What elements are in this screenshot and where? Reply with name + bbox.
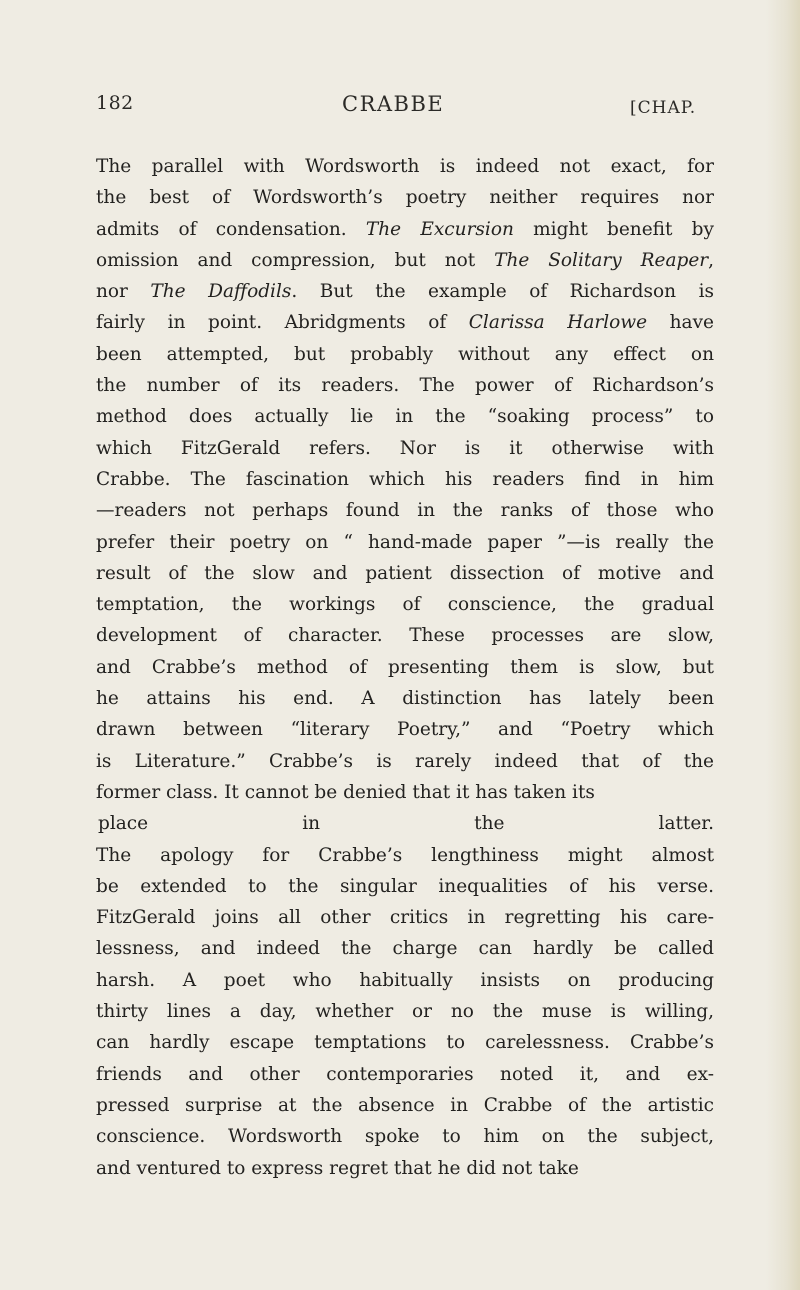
text-segment: former class. It cannot be denied that it has taken its [96, 781, 595, 803]
text-segment: omission and compression, but not [96, 249, 495, 271]
text-line [96, 276, 714, 307]
text-segment: . But the example of Richardson is [291, 281, 714, 303]
text-line [96, 527, 714, 558]
text-segment: result of the slow and patient dissection of motive and [96, 562, 714, 584]
text-line [96, 1027, 714, 1058]
text-segment: lessness, and indeed the charge can hardly be called [96, 938, 714, 960]
text-segment: prefer their poetry on “ hand-made paper ”—is really the [96, 531, 714, 553]
text-line [96, 714, 714, 745]
text-segment: the best of Wordsworth’s poetry neither requires nor [96, 187, 714, 209]
text-line [96, 558, 714, 589]
text-segment: be extended to the singular inequalities of his verse. [96, 875, 714, 897]
text-segment: he attains his end. A distinction has lately been [96, 688, 714, 710]
text-segment: fairly in point. Abridgments of [96, 312, 469, 334]
text-line [96, 214, 714, 245]
text-segment: nor [96, 281, 151, 303]
text-line [96, 808, 714, 839]
italic-title: The Solitary Reaper [494, 249, 709, 271]
text-line [96, 589, 714, 620]
text-line [96, 902, 714, 933]
text-line [96, 495, 714, 526]
text-segment: method does actually lie in the “soaking process” to [96, 406, 714, 428]
text-segment: pressed surprise at the absence in Crabbe of the artistic [96, 1094, 714, 1116]
text-segment: The apology for Crabbe’s lengthiness might almost [96, 844, 714, 866]
text-segment: conscience. Wordsworth spoke to him on the subject, [96, 1126, 714, 1148]
text-line [96, 620, 714, 651]
text-segment: thirty lines a day, whether or no the muse is willing, [96, 1001, 714, 1023]
text-segment: harsh. A poet who habitually insists on producing [96, 969, 714, 991]
text-line [96, 307, 714, 338]
text-line [96, 683, 714, 714]
text-segment: the number of its readers. The power of Richardson’s [96, 375, 714, 397]
text-line [96, 746, 714, 777]
text-line [96, 840, 714, 871]
text-segment: and Crabbe’s method of presenting them is slow, but [96, 656, 714, 678]
body-text [96, 151, 714, 1184]
text-line [96, 401, 714, 432]
text-segment: temptation, the workings of conscience, the gradual [96, 594, 714, 616]
text-line [96, 370, 714, 401]
text-segment: place in the latter. [98, 813, 714, 835]
page-edge-shadow [766, 0, 800, 1290]
text-segment: development of character. These processes are slow, [96, 625, 714, 647]
running-title: CRABBE [342, 92, 445, 116]
section-mark: [CHAP. [630, 98, 697, 118]
running-head [96, 92, 736, 122]
text-segment: The parallel with Wordsworth is indeed not exact, for [96, 156, 714, 177]
text-segment: FitzGerald joins all other critics in regretting his care- [96, 907, 714, 929]
text-segment: might benefit by [513, 218, 714, 240]
text-line [96, 245, 714, 276]
text-segment: drawn between “literary Poetry,” and “Poetry which [96, 719, 714, 741]
text-line [96, 996, 714, 1027]
text-line [96, 965, 714, 996]
text-line [96, 652, 714, 683]
text-line [96, 871, 714, 902]
text-line [96, 1153, 714, 1184]
italic-title: The Excursion [365, 218, 514, 240]
text-line [96, 1121, 714, 1152]
text-line [96, 182, 714, 213]
italic-title: Clarissa Harlowe [468, 312, 648, 334]
text-line [96, 464, 714, 495]
text-segment: friends and other contemporaries noted it, and ex- [96, 1063, 714, 1085]
text-segment: Crabbe. The fascination which his readers find in him [96, 468, 714, 490]
text-line [96, 151, 714, 182]
text-segment: , [708, 249, 714, 271]
text-segment: —readers not perhaps found in the ranks of those who [96, 500, 714, 522]
page-number: 182 [96, 92, 134, 114]
text-line [96, 777, 714, 808]
text-segment: and ventured to express regret that he did not take [96, 1157, 579, 1179]
text-segment: been attempted, but probably without any effect on [96, 343, 714, 365]
text-line [96, 433, 714, 464]
text-line [96, 1059, 714, 1090]
text-line [96, 933, 714, 964]
text-segment: is Literature.” Crabbe’s is rarely indeed that of the [96, 750, 714, 772]
text-segment: have [647, 312, 714, 334]
text-segment: which FitzGerald refers. Nor is it otherwise with [96, 437, 714, 459]
text-segment: can hardly escape temptations to carelessness. Crabbe’s [96, 1032, 714, 1054]
text-line [96, 339, 714, 370]
text-segment: admits of condensation. [96, 218, 366, 240]
text-line [96, 1090, 714, 1121]
italic-title: The Daffodils [150, 281, 292, 303]
